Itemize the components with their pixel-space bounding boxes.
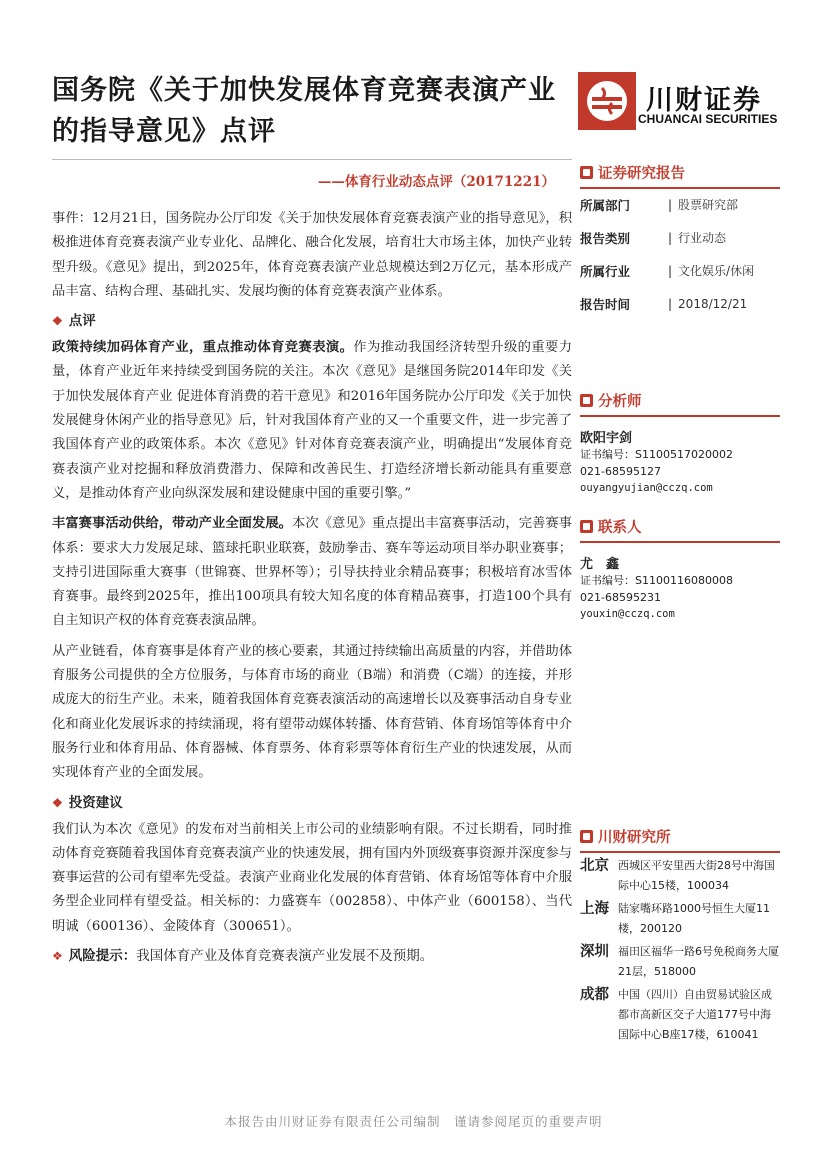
sidebar-contact	[580, 516, 780, 623]
diamond-bullet-icon: ❖	[52, 949, 63, 964]
office-city: 深圳	[580, 942, 609, 960]
title-divider	[52, 159, 572, 160]
square-bullet-icon	[580, 166, 593, 179]
sidebar-institute	[580, 826, 780, 1045]
risk-line: ❖ 风险提示：我国体育产业及体育竞赛表演产业发展不及预期。	[52, 948, 434, 965]
info-table	[580, 189, 780, 321]
paragraph-industry-chain: 从产业链看，体育赛事是体育产业的核心要素，其通过持续输出高质量的内容，并借助体育服务公司提供的全方位服务，与体育市场的商业（B端）和消费（C端）的连接，并形成庞大的衍生产业。未来，随着我国体育竞赛表演活动的高速增长以及赛事活动自身专业化和商业化发展诉求的持续涌现，将有望带动媒体转播、体育营销、体育场馆等体育中介服务行业和体育用品、体育器械、体育票务、体育彩票等体育衍生产业的快速发展，从而实现体育产业的全面发展。	[52, 643, 572, 781]
info-separator: |	[668, 263, 673, 278]
info-row	[580, 222, 780, 255]
sidebar-divider	[580, 541, 780, 543]
office-item	[580, 985, 780, 1045]
info-key: 所属部门	[580, 197, 631, 213]
diamond-bullet-icon: ❖	[52, 795, 63, 810]
report-subtitle: ——体育行业动态点评（20171221）	[317, 174, 555, 190]
paragraph-events: 丰富赛事活动供给，带动产业全面发展。本次《意见》重点提出丰富赛事活动，完善赛事体系：要求大力发展足球、篮球托职业联赛，鼓励拳击、赛车等运动项目举办职业赛事；支持引进国际重大赛事（世锦赛、世界杯等）；引导扶持业余精品赛事；积极培育冰雪体育赛事。最终到2025年，推出100项具有较大知名度的体育精品赛事，打造100个具有自主知识产权的体育竞赛表演品牌。	[52, 516, 573, 629]
analyst-phone: 021-68595127	[580, 464, 661, 478]
report-title: 国务院《关于加快发展体育竞赛表演产业的指导意见》点评	[52, 75, 556, 147]
contact-cert: 证书编号：S1100116080008	[580, 573, 733, 587]
info-value: 文化娱乐/休闲	[678, 263, 755, 278]
paragraph-investment: 我们认为本次《意见》的发布对当前相关上市公司的业绩影响有限。不过长期看，同时推动体育竞赛随着我国体育竞赛表演产业的快速发展，拥有国内外顶级赛事资源并深度参与赛事运营的公司有望率先受益。表演产业商业化发展的体育营销、体育场馆等体育中介服务型企业同样有望受益。相关标的：力盛赛车（002858）、中体产业（600158）、当代明诚（600136）、金陵体育（300651）。	[52, 821, 572, 934]
report-heading: 证券研究报告	[580, 162, 780, 186]
diamond-bullet-icon: ❖	[52, 314, 63, 329]
office-address: 陆家嘴环路1000号恒生大厦11楼，200120	[618, 901, 770, 935]
company-logo	[578, 72, 778, 132]
comment-heading: ❖ 点评	[52, 313, 96, 330]
sidebar-divider	[580, 851, 780, 853]
info-row	[580, 255, 780, 288]
logo-mark-icon	[578, 72, 636, 130]
info-separator: |	[668, 230, 673, 245]
sidebar-analyst	[580, 390, 780, 497]
main-content	[52, 207, 572, 971]
square-bullet-icon	[580, 830, 593, 843]
info-key: 所属行业	[580, 263, 631, 279]
office-item	[580, 899, 780, 939]
logo-english-name: CHUANCAI SECURITIES	[638, 112, 778, 126]
institute-heading: 川财研究所	[580, 826, 780, 850]
info-row	[580, 189, 780, 222]
page-footer: 本报告由川财证券有限责任公司编制 谨请参阅尾页的重要声明	[224, 1114, 603, 1129]
office-item	[580, 942, 780, 982]
info-separator: |	[668, 296, 673, 311]
info-separator: |	[668, 197, 673, 212]
sidebar-report-info	[580, 162, 780, 321]
analyst-cert: 证书编号：S1100517020002	[580, 447, 733, 461]
office-address: 福田区福华一路6号免税商务大厦21层，518000	[618, 944, 779, 978]
office-city: 上海	[580, 899, 609, 917]
event-paragraph: 事件：12月21日，国务院办公厅印发《关于加快发展体育竞赛表演产业的指导意见》，积极推进体育竞赛表演产业专业化、品牌化、融合化发展，培育壮大市场主体，加快产业转型升级。《意见》提出，到2025年，体育竞赛表演产业总规模达到2万亿元，基本形成产品丰富、结构合理、基础扎实、发展均衡的体育竞赛表演产业体系。	[52, 211, 572, 299]
office-city: 成都	[580, 985, 609, 1003]
office-address: 西城区平安里西大街28号中海国际中心15楼，100034	[618, 858, 775, 892]
sidebar-divider	[580, 415, 780, 417]
contact-email[interactable]: youxin@cczq.com	[580, 607, 675, 620]
contact-phone: 021-68595231	[580, 590, 661, 604]
contact-heading: 联系人	[580, 516, 780, 540]
square-bullet-icon	[580, 520, 593, 533]
contact-name: 尤 鑫	[580, 556, 620, 572]
invest-heading: ❖ 投资建议	[52, 794, 123, 811]
office-list	[580, 856, 780, 1045]
analyst-name: 欧阳宇剑	[580, 430, 633, 446]
info-key: 报告类别	[580, 230, 631, 246]
office-city: 北京	[580, 856, 609, 874]
analyst-email[interactable]: ouyangyujian@cczq.com	[580, 481, 713, 494]
info-value: 2018/12/21	[678, 296, 748, 311]
info-row	[580, 288, 780, 321]
office-address: 中国（四川）自由贸易试验区成都市高新区交子大道177号中海国际中心B座17楼，610041	[618, 987, 772, 1041]
analyst-heading: 分析师	[580, 390, 780, 414]
info-key: 报告时间	[580, 296, 631, 312]
square-bullet-icon	[580, 394, 593, 407]
office-item	[580, 856, 780, 896]
info-value: 股票研究部	[678, 197, 739, 212]
logo-chinese-name: 川财证券	[646, 85, 762, 116]
paragraph-policy: 政策持续加码体育产业，重点推动体育竞赛表演。作为推动我国经济转型升级的重要力量，体育产业近年来持续受到国务院的关注。本次《意见》是继国务院2014年印发《关于加快发展体育产业 促进体育消费的若干意见》和2016年国务院办公厅印发《关于加快发展健身休闲产业的指导意见》后，针对我国体育产业的又一个重要文件，进一步完善了我国体育产业的政策体系。本次《意见》针对体育竞赛表演产业，明确提出“发展体育竞赛表演产业对挖掘和释放消费潜力、保障和改善民生、打造经济增长新动能具有重要意义，是推动体育产业向纵深发展和建设健康中国的重要引擎。”	[52, 340, 573, 501]
info-value: 行业动态	[678, 230, 727, 245]
